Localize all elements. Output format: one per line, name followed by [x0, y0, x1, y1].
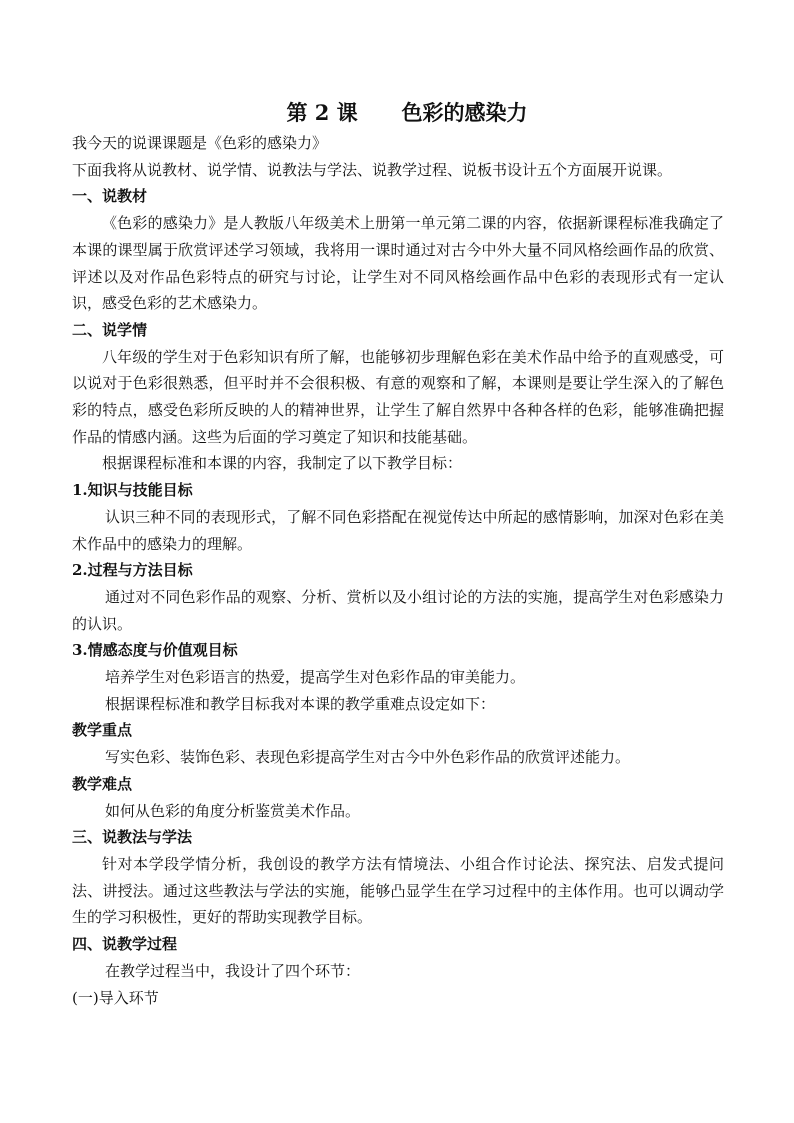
keypoints-intro: 根据课程标准和教学目标我对本课的教学重难点设定如下： — [105, 694, 496, 713]
page-title: 第 2 课 色彩的感染力 — [286, 100, 528, 125]
key-point-paragraph: 写实色彩、装饰色彩、表现色彩提高学生对古今中外色彩作品的欣赏评述能力。 — [105, 748, 631, 767]
section-1-heading: 一、说教材 — [72, 187, 148, 206]
section-1-paragraph: 《色彩的感染力》是人教版八年级美术上册第一单元第二课的内容，依据新课程标准我确定了本课的课型属于欣赏评述学习领域，我将用一课时通过对古今中外大量不同风格绘画作品的欣赏、评述以及对作品色彩特点的研究与讨论，让学生对不同风格绘画作品中色彩的表现形式有一定认识，感受色彩的艺术感染力。 — [72, 214, 724, 313]
goal-3-heading: 3.情感态度与价值观目标 — [72, 641, 238, 660]
section-3-paragraph: 针对本学段学情分析，我创设的教学方法有情境法、小组合作讨论法、探究法、启发式提问法、讲授法。通过这些教法与学法的实施，能够凸显学生在学习过程中的主体作用。也可以调动学生的学习积极性，更好的帮助实现教学目标。 — [72, 854, 724, 927]
goal-1-paragraph: 认识三种不同的表现形式，了解不同色彩搭配在视觉传达中所起的感情影响，加深对色彩在美术作品中的感染力的理解。 — [72, 507, 724, 553]
section-4-heading: 四、说教学过程 — [72, 935, 178, 954]
goals-intro: 根据课程标准和本课的内容，我制定了以下教学目标： — [102, 454, 463, 473]
subsection-1-heading: (一)导入环节 — [72, 988, 159, 1007]
intro-line-2: 下面我将从说教材、说学情、说教法与学法、说教学过程、说板书设计五个方面展开说课。 — [72, 160, 673, 179]
goal-3-paragraph: 培养学生对色彩语言的热爱，提高学生对色彩作品的审美能力。 — [105, 668, 526, 687]
key-point-heading: 教学重点 — [72, 721, 133, 740]
intro-line-1: 我今天的说课课题是《色彩的感染力》 — [72, 134, 328, 152]
difficulty-paragraph: 如何从色彩的角度分析鉴赏美术作品。 — [105, 801, 361, 820]
goal-1-heading: 1.知识与技能目标 — [72, 481, 193, 500]
section-3-heading: 三、说教法与学法 — [72, 828, 193, 847]
goal-2-heading: 2.过程与方法目标 — [72, 561, 193, 580]
difficulty-heading: 教学难点 — [72, 774, 133, 793]
document-body — [72, 96, 724, 1011]
goal-2-paragraph: 通过对不同色彩作品的观察、分析、赏析以及小组讨论的方法的实施，提高学生对色彩感染力的认识。 — [72, 587, 724, 633]
section-2-paragraph: 八年级的学生对于色彩知识有所了解，也能够初步理解色彩在美术作品中给予的直观感受，可以说对于色彩很熟悉，但平时并不会很积极、有意的观察和了解，本课则是要让学生深入的了解色彩的特点，感受色彩所反映的人的精神世界，让学生了解自然界中各种各样的色彩，能够准确把握作品的情感内涵。这些为后面的学习奠定了知识和技能基础。 — [72, 347, 724, 446]
section-2-heading: 二、说学情 — [72, 320, 148, 339]
section-4-intro: 在教学过程当中，我设计了四个环节： — [105, 961, 361, 980]
